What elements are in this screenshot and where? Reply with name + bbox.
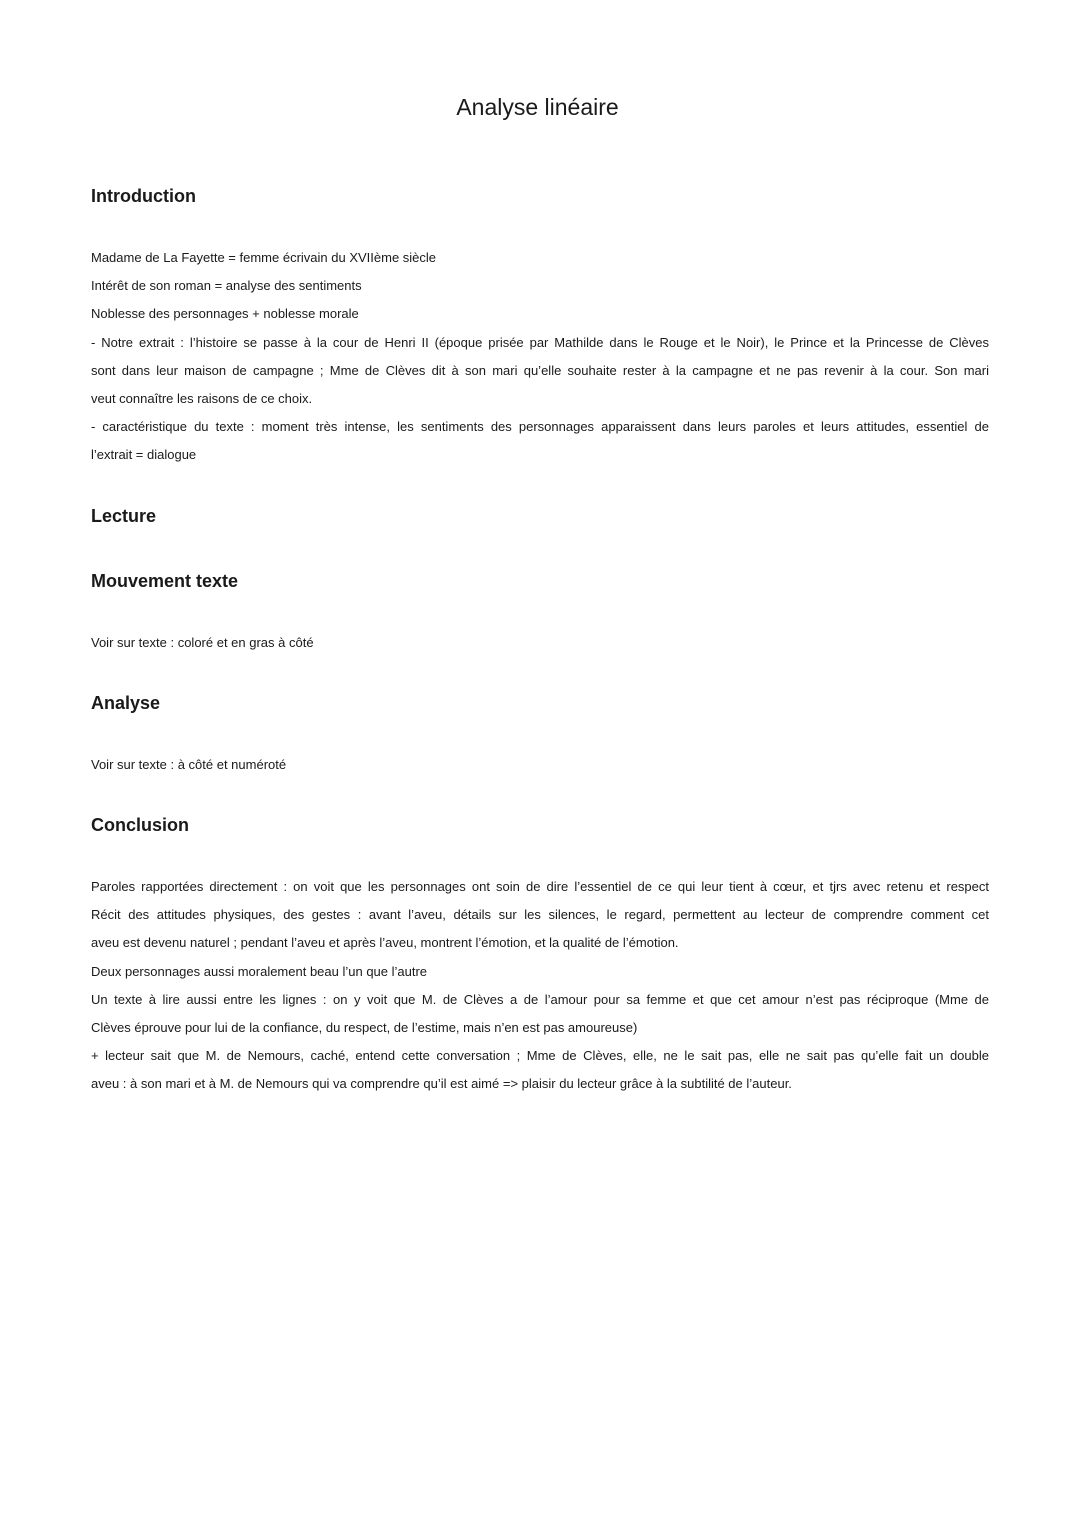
text-line: sont dans leur maison de campagne ; Mme de Clèves dit à son mari qu’elle souhaite rester à la campagne et ne pas revenir à la cour. Son mari bbox=[91, 362, 989, 378]
introduction-paragraph bbox=[91, 244, 989, 470]
text-line: Clèves éprouve pour lui de la confiance, du respect, de l’estime, mais n’en est pas amoureuse) bbox=[91, 1020, 638, 1036]
text-line: Un texte à lire aussi entre les lignes : on y voit que M. de Clèves a de l’amour pour sa femme et que cet amour n’est pas réciproque (Mme de bbox=[91, 991, 989, 1007]
text-line: Voir sur texte : à côté et numéroté bbox=[91, 757, 287, 772]
text-line: aveu : à son mari et à M. de Nemours qui va comprendre qu’il est aimé => plaisir du lecteur grâce à la subtilité de l’auteur. bbox=[91, 1076, 792, 1092]
text-line: Récit des attitudes physiques, des gestes : avant l’aveu, détails sur les silences, le regard, permettent au lecteur de comprendre comment cet bbox=[91, 907, 989, 923]
text-line: - caractéristique du texte : moment très intense, les sentiments des personnages apparaissent dans leurs paroles et leurs attitudes, essentiel de bbox=[91, 419, 989, 435]
mouvement-paragraph bbox=[91, 629, 989, 657]
text-line: Voir sur texte : coloré et en gras à côté bbox=[91, 635, 314, 650]
text-line: + lecteur sait que M. de Nemours, caché, entend cette conversation ; Mme de Clèves, elle, ne le sait pas, elle ne sait pas qu’elle fait un double bbox=[91, 1048, 989, 1064]
conclusion-paragraph bbox=[91, 873, 989, 1099]
text-line: Intérêt de son roman = analyse des sentiments bbox=[91, 278, 362, 294]
heading-mouvement-texte: Mouvement texte bbox=[91, 571, 239, 591]
document-title: Analyse linéaire bbox=[456, 94, 619, 120]
text-line: Deux personnages aussi moralement beau l’un que l’autre bbox=[91, 963, 428, 979]
text-line: Noblesse des personnages + noblesse morale bbox=[91, 306, 359, 322]
analyse-paragraph bbox=[91, 751, 989, 779]
heading-conclusion: Conclusion bbox=[91, 815, 189, 835]
text-line: - Notre extrait : l’histoire se passe à la cour de Henri II (époque prisée par Mathilde dans le Rouge et le Noir), le Prince et la Princesse de Clèves bbox=[91, 334, 989, 350]
text-line: aveu est devenu naturel ; pendant l’aveu et après l’aveu, montrent l’émotion, et la qualité de l’émotion. bbox=[91, 935, 679, 951]
text-line: veut connaître les raisons de ce choix. bbox=[91, 391, 313, 407]
text-line: Madame de La Fayette = femme écrivain du XVIIème siècle bbox=[91, 250, 437, 265]
heading-introduction: Introduction bbox=[91, 186, 196, 206]
heading-analyse: Analyse bbox=[91, 693, 161, 713]
text-line: l’extrait = dialogue bbox=[91, 447, 197, 463]
heading-lecture: Lecture bbox=[91, 506, 157, 526]
text-line: Paroles rapportées directement : on voit que les personnages ont soin de dire l’essentiel de ce qui leur tient à cœur, et tjrs avec retenu et respect bbox=[91, 879, 989, 894]
